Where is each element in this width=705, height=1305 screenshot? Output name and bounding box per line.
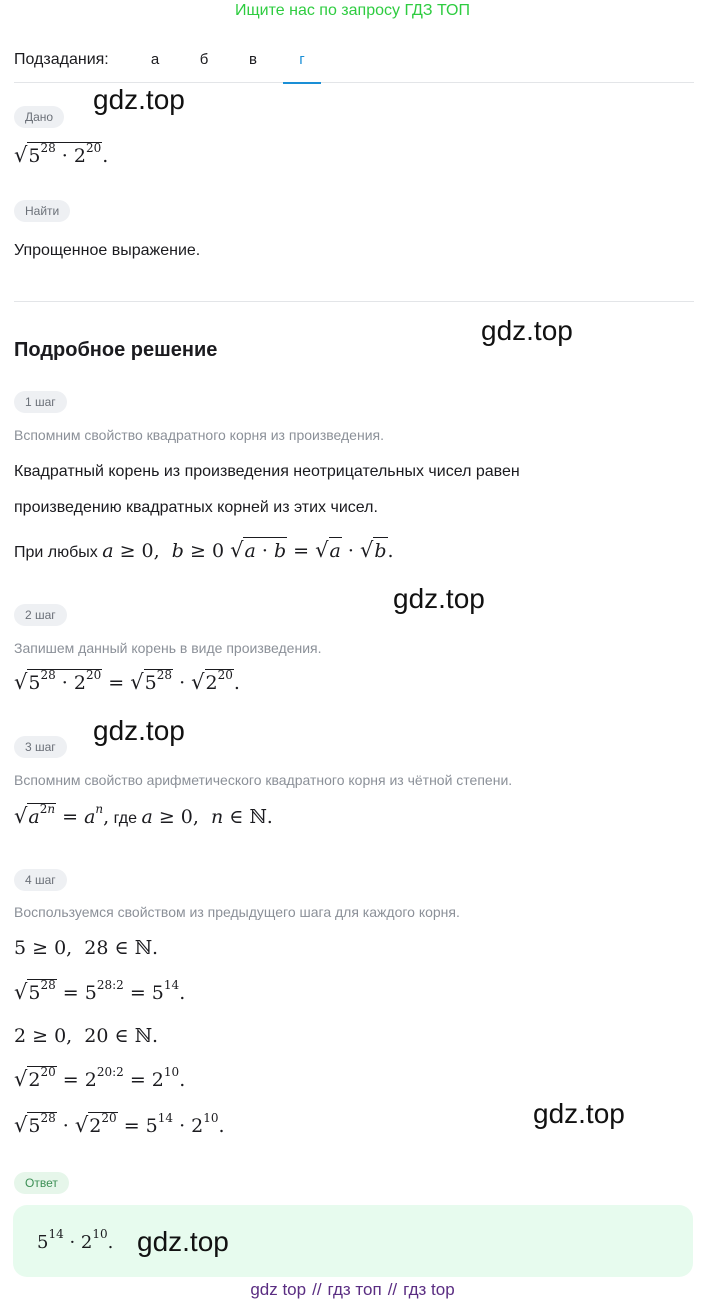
footer-link-gdz-top[interactable]: gdz top bbox=[250, 1280, 307, 1299]
step4-pill: 4 шаг bbox=[14, 869, 67, 891]
tab-b[interactable]: б bbox=[199, 51, 209, 68]
step1-prefix: При любых bbox=[14, 544, 98, 561]
footer-link-gdz-top-mixed[interactable]: гдз top bbox=[403, 1280, 455, 1299]
footer-link-gdz-top-ru[interactable]: гдз топ bbox=[327, 1280, 382, 1299]
step1-hint: Вспомним свойство квадратного корня из произведения. bbox=[14, 427, 384, 443]
step3-pill: 3 шаг bbox=[14, 736, 67, 758]
step1-text-line2: произведению квадратных корней из этих чисел. bbox=[14, 499, 378, 516]
step4-condition-5: 5 ≥ 0, 28 ∈ ℕ. bbox=[14, 937, 159, 959]
tab-a[interactable]: а bbox=[150, 51, 160, 68]
answer-expression: $5^{14} \cdot 2^{10}$. bbox=[37, 1227, 114, 1253]
step4-result: $√5^{28} \cdot √2^{20} = 5^{14} \cdot 2^{10}$. bbox=[14, 1110, 225, 1137]
watermark: gdz.top bbox=[137, 1226, 229, 1257]
footer-separator: // bbox=[312, 1280, 322, 1299]
given-pill: Дано bbox=[14, 106, 64, 128]
step1-text-line1: Квадратный корень из произведения неотрицательных чисел равен bbox=[14, 463, 520, 480]
step3-where: где bbox=[113, 810, 138, 827]
search-banner: Ищите нас по запросу ГДЗ ТОП bbox=[235, 2, 470, 19]
tab-v[interactable]: в bbox=[249, 51, 257, 68]
step3-hint: Вспомним свойство арифметического квадратного корня из чётной степени. bbox=[14, 772, 513, 788]
watermark: gdz.top bbox=[481, 315, 573, 346]
step4-root-5: $√5^{28} = 5^{28:2} = 5^{14}$. bbox=[14, 977, 186, 1004]
step1-formula: При любых a ≥ 0, b ≥ 0 √a · b = √a · √b. bbox=[14, 538, 394, 562]
find-pill: Найти bbox=[14, 200, 70, 222]
given-expression: $√5^{28} \cdot 2^{20}$. bbox=[14, 140, 109, 167]
answer-pill: Ответ bbox=[14, 1172, 69, 1194]
find-text: Упрощенное выражение. bbox=[14, 242, 201, 259]
watermark: gdz.top bbox=[93, 84, 185, 115]
watermark: gdz.top bbox=[93, 715, 185, 746]
subtasks-label: Подзадания: bbox=[14, 51, 109, 68]
watermark: gdz.top bbox=[393, 583, 485, 614]
solution-title: Подробное решение bbox=[14, 339, 218, 361]
step1-pill: 1 шаг bbox=[14, 391, 67, 413]
step2-pill: 2 шаг bbox=[14, 604, 67, 626]
footer-separator: // bbox=[387, 1280, 398, 1299]
divider bbox=[14, 301, 694, 302]
step4-condition-2: 2 ≥ 0, 20 ∈ ℕ. bbox=[14, 1025, 159, 1047]
step4-root-2: $√2^{20} = 2^{20:2} = 2^{10}$. bbox=[14, 1064, 186, 1091]
subtasks-bar bbox=[14, 48, 694, 83]
footer-links bbox=[0, 1280, 705, 1300]
watermark: gdz.top bbox=[533, 1098, 625, 1129]
step3-formula: $√a^{2n} = a^n$, где a ≥ 0, n ∈ ℕ. bbox=[14, 801, 273, 828]
answer-box bbox=[13, 1205, 693, 1277]
step4-hint: Воспользуемся свойством из предыдущего шага для каждого корня. bbox=[14, 904, 460, 920]
tab-g[interactable]: г bbox=[283, 51, 321, 84]
step2-formula: $√5^{28} \cdot 2^{20} = √5^{28} \cdot √2^{20}$. bbox=[14, 667, 240, 694]
step2-hint: Запишем данный корень в виде произведения. bbox=[14, 640, 322, 656]
